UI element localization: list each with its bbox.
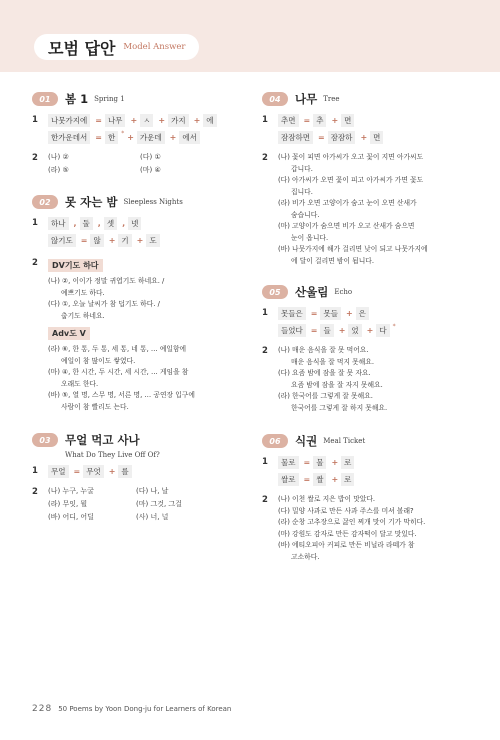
question-2: 2 DV기도 하다 (나) ②, 이이가 정말 귀엽기도 하네요. / 예쁘기도 하다. (다) ①, 오늘 날씨가 참 덥기도 하다. / 춥기도 하네요. Adv도 V (라) ⑥, 한 통, 두 통, 세 통, 네 통, … 예일함에 예일이 참 많이도 쌓였다. (마) ④, 한 시간, 두 시간, 세 시간, … 게임을 참 오래도 한다. (바) ⑤, 열 명, 스무 명, 서른 명, … 공연장 입구에 사람이 참 빨리도 는다. (32, 258, 195, 411)
question-1: 1 나뭇가지에 = 나무 + ㅅ + 가지 + 에 한가운데서 = 한 * + 가운데 + 에서 (32, 114, 242, 148)
grammar-tag: DV기도 하다 (48, 259, 103, 272)
section-05 (262, 283, 472, 414)
section-01 (32, 90, 242, 175)
section-number: 03 (32, 433, 58, 447)
question-2: 2 (나) 꽃이 피면 아가씨가 오고 꽃이 지면 아가씨도 갑니다. (다) 아가씨가 오면 꽃이 피고 아가씨가 가면 꽃도 집니다. (라) 비가 오면 고양이가 숨고 눈이 오면 산새가 숨습니다. (마) 고양이가 숨으면 비가 오고 산새가 숨으면 눈이 옵니다. (바) 나뭇가지에 해가 걸리면 낮이 되고 나뭇가지에 에 달이 걸리면 밤이 됩니다. (262, 153, 428, 265)
question-1: 1 추면 = 추 + 면 잠잠하면 = 잠잠하 + 면 (262, 114, 472, 148)
page-title: 모범 답안 (48, 38, 116, 58)
page-subtitle: Model Answer (123, 42, 186, 52)
question-1: 1 못들은 = 못들 + 은 들었다 = 들 + 었 + 다 * (262, 308, 396, 335)
section-english-title: What Do They Live Off Of? (65, 451, 160, 459)
page-footer (32, 704, 231, 714)
section-number: 06 (262, 434, 288, 448)
question-2: 2 (나) ② (다) ① (라) ⑤ (마) ④ (32, 153, 161, 174)
question-2: 2 (나) 매운 음식을 잘 못 먹어요. 매운 음식을 잘 먹지 못해요. (다) 요즘 밤에 잠을 잘 못 자요. 요즘 밤에 잠을 잘 자지 못해요. (라) 한국어를 그렇게 잘 못해요. 한국어를 그렇게 잘 하지 못해요. (262, 346, 388, 412)
question-2: 2 (나) 이천 쌀로 지은 밥이 맛았다. (다) 밀양 사과로 만든 사과 주스를 미셔 볼래? (라) 순창 고추장으로 끓인 찌개 맛이 기가 막히다. (마) 강원도 감자로 만든 감자떡이 달고 맛있다. (바) 에티오피아 커피로 만든 비닐라 라떼가 참 고소하다. (262, 495, 426, 561)
equation-line: 한가운데서 = 한 * + 가운데 + 에서 (48, 131, 242, 144)
equation-line: 나뭇가지에 = 나무 + ㅅ + 가지 + 에 (48, 114, 242, 127)
section-number: 01 (32, 92, 58, 106)
section-number: 02 (32, 195, 58, 209)
book-title: 50 Poems by Yoon Dong-ju for Learners of Korean (58, 705, 232, 713)
section-title: 나무 (295, 92, 318, 106)
section-title: 무얼 먹고 사나 (65, 433, 140, 447)
section-03 (32, 431, 242, 522)
section-english-title: Meal Ticket (323, 437, 366, 445)
section-english-title: Spring 1 (94, 95, 125, 103)
section-number: 05 (262, 285, 288, 299)
question-2: 2 (나) 누구, 누굴 (다) 나, 날 (라) 무잇, 뭘 (마) 그것, 그걸 (바) 어디, 어딜 (사) 너, 널 (32, 487, 182, 521)
header-band (0, 0, 500, 72)
grammar-tag: Adv도 V (48, 327, 90, 340)
section-title: 산울림 (295, 285, 329, 299)
question-1: 1 무얼 = 무엇 + 를 (32, 465, 242, 482)
section-english-title: Sleepless Nights (123, 198, 183, 206)
section-title: 못 자는 밤 (65, 195, 118, 209)
section-title: 식권 (295, 434, 318, 448)
section-06 (262, 432, 472, 563)
section-title: 봄 1 (65, 92, 89, 106)
page-number: 228 (32, 704, 53, 714)
question-1: 1 하나 , 둘 , 셋 , 넷 않기도 = 않 + 기 + 도 (32, 217, 242, 251)
header-pill (34, 34, 199, 60)
right-column (262, 90, 472, 577)
section-number: 04 (262, 92, 288, 106)
section-04 (262, 90, 472, 267)
section-english-title: Echo (334, 288, 353, 296)
section-02 (32, 193, 242, 413)
section-english-title: Tree (323, 95, 340, 103)
left-column (32, 90, 242, 536)
question-1: 1 물로 = 물 + 로 쌀로 = 쌀 + 로 (262, 456, 472, 490)
